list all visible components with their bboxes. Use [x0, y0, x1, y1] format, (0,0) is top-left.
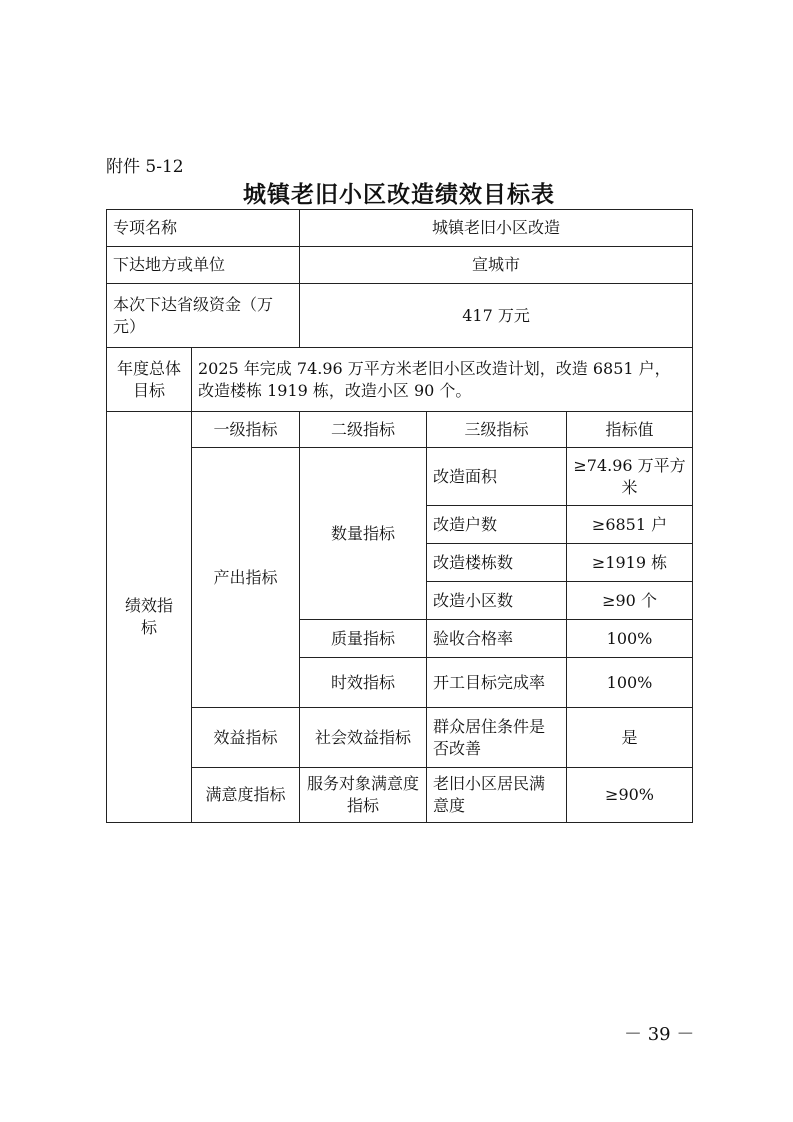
performance-target-table: [106, 209, 693, 823]
acceptance-indicator: 验收合格率: [427, 620, 567, 658]
annual-goal-label: 年度总体目标: [107, 348, 192, 412]
table-row: [107, 448, 693, 506]
page-number: － 39 －: [624, 1024, 695, 1045]
table-row: [107, 412, 693, 448]
region-value: 宣城市: [300, 247, 693, 284]
indicators-section-label: 绩效指标: [107, 412, 192, 823]
living-improved-indicator: 群众居住条件是否改善: [427, 708, 567, 768]
satisfaction-indicator: 满意度指标: [192, 768, 300, 823]
acceptance-value: 100%: [567, 620, 693, 658]
table-row: [107, 284, 693, 348]
project-name-value: 城镇老旧小区改造: [300, 210, 693, 247]
resident-satisfaction-value: ≥90%: [567, 768, 693, 823]
table-row: [107, 708, 693, 768]
area-indicator: 改造面积: [427, 448, 567, 506]
column-header-level3: 三级指标: [427, 412, 567, 448]
communities-indicator: 改造小区数: [427, 582, 567, 620]
project-name-label: 专项名称: [107, 210, 300, 247]
buildings-indicator: 改造楼栋数: [427, 544, 567, 582]
table-row: [107, 348, 693, 412]
social-benefit-indicator: 社会效益指标: [300, 708, 427, 768]
region-label: 下达地方或单位: [107, 247, 300, 284]
households-value: ≥6851 户: [567, 506, 693, 544]
annual-goal-value: 2025 年完成 74.96 万平方米老旧小区改造计划，改造 6851 户，改造楼栋 1919 栋，改造小区 90 个。: [192, 348, 693, 412]
table-row: [107, 768, 693, 823]
funds-label: 本次下达省级资金（万元）: [107, 284, 300, 348]
living-improved-value: 是: [567, 708, 693, 768]
start-rate-value: 100%: [567, 658, 693, 708]
benefit-indicator: 效益指标: [192, 708, 300, 768]
quality-indicator: 质量指标: [300, 620, 427, 658]
table-row: [107, 210, 693, 247]
communities-value: ≥90 个: [567, 582, 693, 620]
service-satisfaction-indicator: 服务对象满意度指标: [300, 768, 427, 823]
column-header-level1: 一级指标: [192, 412, 300, 448]
document-title: 城镇老旧小区改造绩效目标表: [243, 181, 555, 208]
area-value: ≥74.96 万平方米: [567, 448, 693, 506]
timeliness-indicator: 时效指标: [300, 658, 427, 708]
quantity-indicator: 数量指标: [300, 448, 427, 620]
funds-value: 417 万元: [300, 284, 693, 348]
output-indicator: 产出指标: [192, 448, 300, 708]
households-indicator: 改造户数: [427, 506, 567, 544]
buildings-value: ≥1919 栋: [567, 544, 693, 582]
attachment-label: 附件 5-12: [106, 157, 184, 177]
resident-satisfaction-indicator: 老旧小区居民满意度: [427, 768, 567, 823]
start-rate-indicator: 开工目标完成率: [427, 658, 567, 708]
column-header-level2: 二级指标: [300, 412, 427, 448]
column-header-value: 指标值: [567, 412, 693, 448]
table-row: [107, 247, 693, 284]
